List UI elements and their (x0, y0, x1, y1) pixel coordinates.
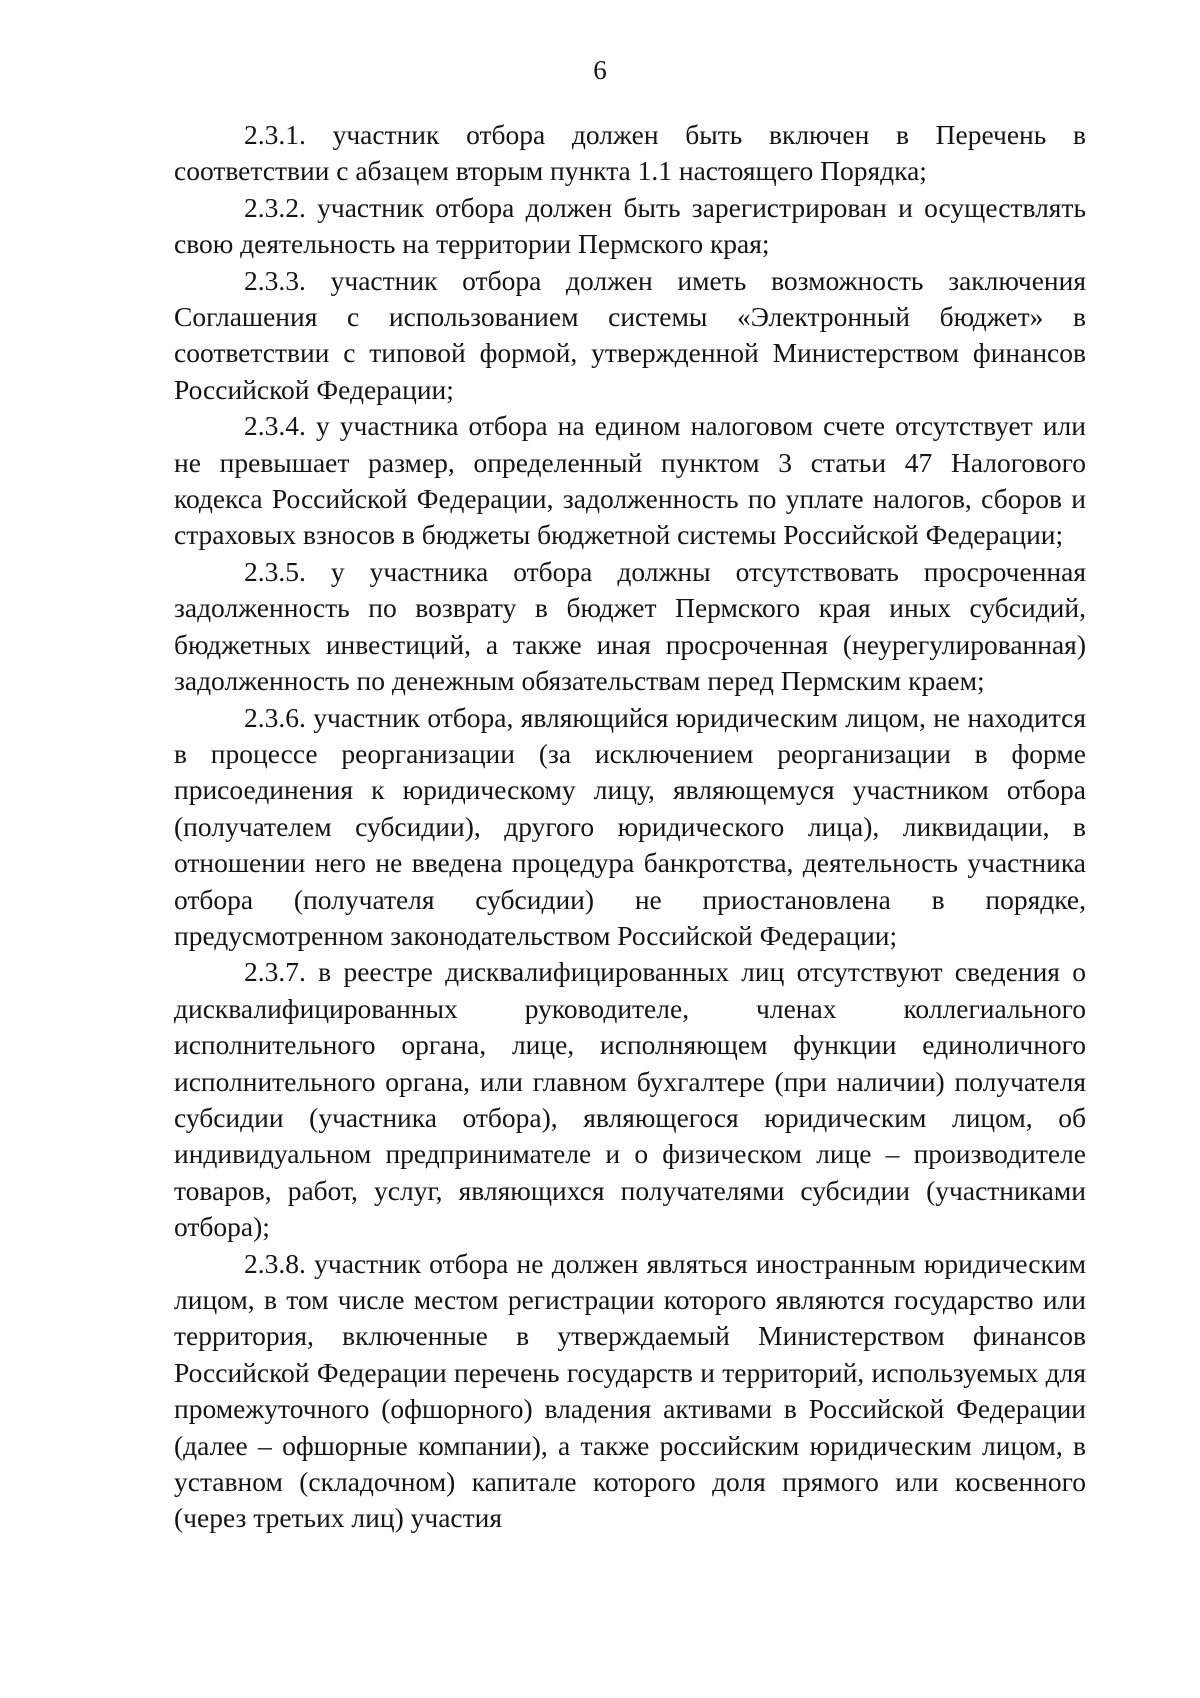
clause-2-3-6: 2.3.6. участник отбора, являющийся юридическим лицом, не находится в процессе реорганизации (за исключением реорганизации в форме присоединения к юридическому лицу, являющемуся участником отбора (получателем субсидии), другого юридического лица), ликвидации, в отношении него не введена процедура банкротства, деятельность участника отбора (получателя субсидии) не приостановлена в порядке, предусмотренном законодательством Российской Федерации; (174, 701, 1086, 951)
clause-2-3-5: 2.3.5. у участника отбора должны отсутствовать просроченная задолженность по возврату в бюджет Пермского края иных субсидий, бюджетных инвестиций, а также иная просроченная (неурегулированная) задолженность по денежным обязательствам перед Пермским краем; (174, 555, 1086, 697)
clause-2-3-4: 2.3.4. у участника отбора на едином налоговом счете отсутствует или не превышает размер, определенный пунктом 3 статьи 47 Налогового кодекса Российской Федерации, задолженность по уплате налогов, сборов и страховых взносов в бюджеты бюджетной системы Российской Федерации; (174, 410, 1086, 551)
page-number: 6 (593, 55, 607, 85)
clause-2-3-2: 2.3.2. участник отбора должен быть зарегистрирован и осуществлять свою деятельность на территории Пермского края; (174, 191, 1086, 260)
document-body (174, 117, 1086, 1537)
clause-2-3-8: 2.3.8. участник отбора не должен являться иностранным юридическим лицом, в том числе местом регистрации которого являются государство или территория, включенные в утверждаемый Министерством финансов Российской Федерации перечень государств и территорий, используемых для промежуточного (офшорного) владения активами в Российской Федерации (далее – офшорные компании), а также российским юридическим лицом, в уставном (складочном) капитале которого доля прямого или косвенного (через третьих лиц) участия (174, 1247, 1086, 1534)
clause-2-3-1: 2.3.1. участник отбора должен быть включен в Перечень в соответствии с абзацем вторым пункта 1.1 настоящего Порядка; (174, 119, 1086, 187)
clause-2-3-3: 2.3.3. участник отбора должен иметь возможность заключения Соглашения с использованием системы «Электронный бюджет» в соответствии с типовой формой, утвержденной Министерством финансов Российской Федерации; (174, 264, 1086, 405)
clause-2-3-7: 2.3.7. в реестре дисквалифицированных лиц отсутствуют сведения о дисквалифицированных руководителе, членах коллегиального исполнительного органа, лице, исполняющем функции единоличного исполнительного органа, или главном бухгалтере (при наличии) получателя субсидии (участника отбора), являющегося юридическим лицом, об индивидуальном предпринимателе и о физическом лице – производителе товаров, работ, услуг, являющихся получателями субсидии (участниками отбора); (174, 956, 1086, 1243)
